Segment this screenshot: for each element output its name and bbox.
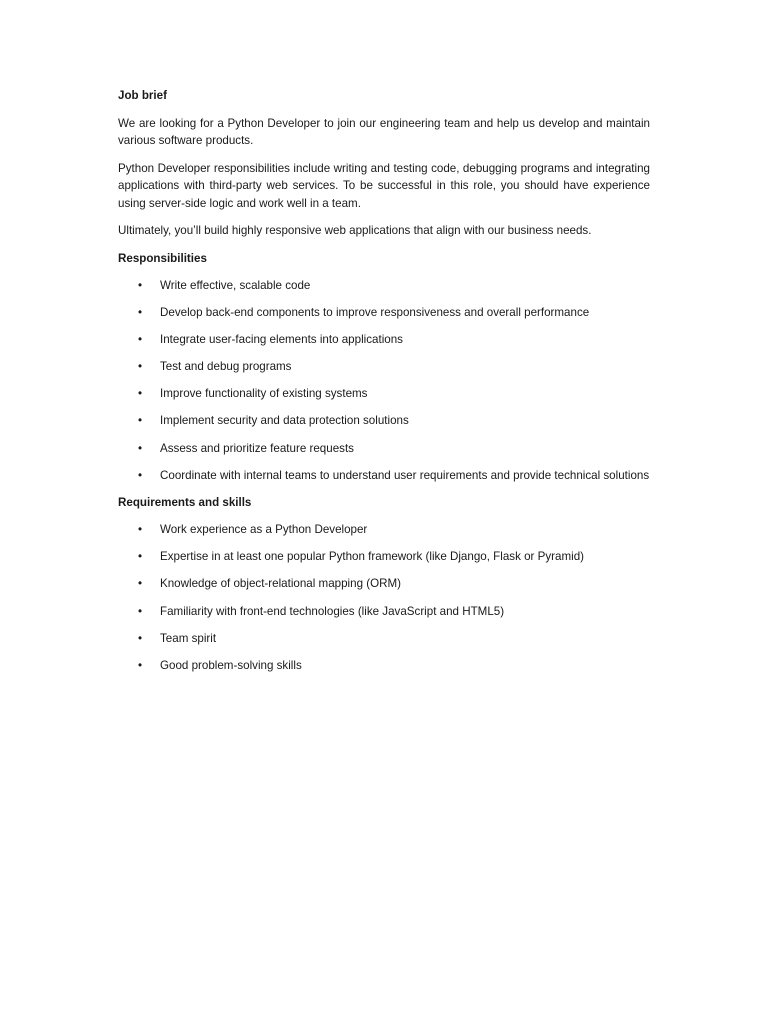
list-item-text: Knowledge of object-relational mapping (ORM) [160,577,402,591]
list-item [118,277,650,295]
bullet-icon: • [138,387,143,401]
list-item [118,657,650,675]
list-item [118,412,650,430]
responsibilities-list [118,277,650,484]
list-item-text: Work experience as a Python Developer [160,523,368,537]
job-brief-heading: Job brief [118,89,167,102]
bullet-icon: • [138,550,143,564]
bullet-icon: • [138,577,143,591]
bullet-icon: • [138,306,143,320]
list-item-text: Assess and prioritize feature requests [160,441,354,455]
requirements-heading: Requirements and skills [118,495,252,509]
list-item [118,467,650,485]
list-item [118,331,650,349]
list-item [118,385,650,403]
list-item-text: Team spirit [160,631,217,645]
job-brief-paragraph-1: We are looking for a Python Developer to join our engineering team and help us develop and maintain various software products. [118,116,650,147]
bullet-icon: • [138,441,143,455]
list-item-text: Improve functionality of existing systems [160,387,368,401]
bullet-icon: • [138,468,143,482]
responsibilities-heading: Responsibilities [118,251,207,265]
list-item [118,358,650,376]
list-item-text: Familiarity with front-end technologies (like JavaScript and HTML5) [160,604,505,618]
list-item [118,304,650,322]
list-item-text: Test and debug programs [160,360,292,374]
job-brief-paragraph-3: Ultimately, you’ll build highly responsive web applications that align with our business needs. [118,224,592,237]
list-item-text: Implement security and data protection solutions [160,414,409,428]
list-item [118,575,650,593]
list-item-text: Write effective, scalable code [160,279,311,292]
list-item-text: Integrate user-facing elements into applications [160,333,403,347]
bullet-icon: • [138,604,143,618]
bullet-icon: • [138,360,143,374]
list-item-text: Coordinate with internal teams to understand user requirements and provide technical solutions [160,468,650,482]
bullet-icon: • [138,523,143,537]
list-item-text: Develop back-end components to improve responsiveness and overall performance [160,306,590,320]
requirements-list [118,521,650,674]
bullet-icon: • [138,658,143,672]
bullet-icon: • [138,414,143,428]
job-brief-paragraph-2: Python Developer responsibilities include writing and testing code, debugging programs and integrating applications with third-party web services. To be successful in this role, you should have experience using server-side logic and work well in a team. [118,161,650,210]
bullet-icon: • [138,333,143,347]
list-item [118,630,650,648]
list-item [118,521,650,539]
document-body [118,87,650,684]
bullet-icon: • [138,279,143,292]
list-item-text: Good problem-solving skills [160,658,302,672]
list-item [118,603,650,621]
list-item [118,440,650,458]
list-item-text: Expertise in at least one popular Python framework (like Django, Flask or Pyramid) [160,550,584,564]
bullet-icon: • [138,631,143,645]
list-item [118,548,650,566]
